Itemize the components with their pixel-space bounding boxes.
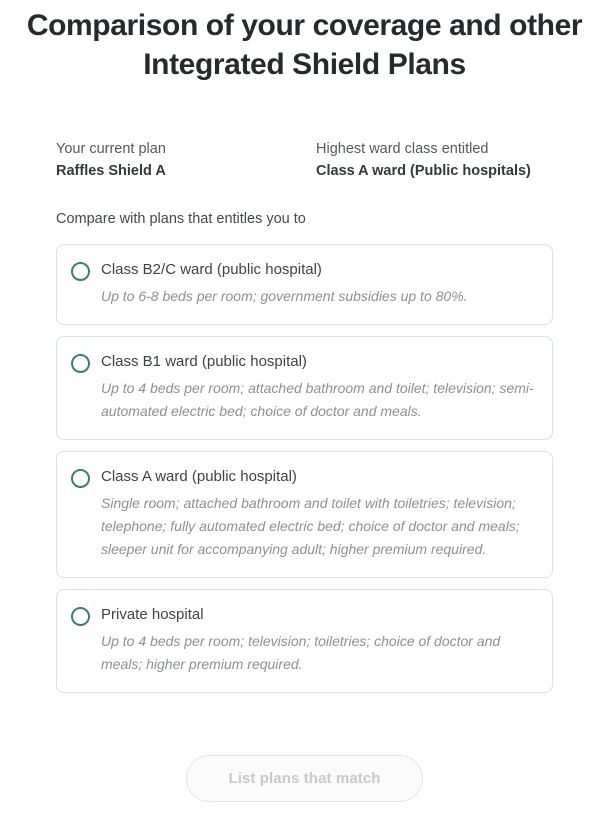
highest-ward-label: Highest ward class entitled xyxy=(316,141,489,157)
compare-caption: Compare with plans that entitles you to xyxy=(56,211,306,227)
page-title: Comparison of your coverage and other Integrated Shield Plans xyxy=(26,9,583,81)
ward-option-title: Class B2/C ward (public hospital) xyxy=(101,261,322,278)
ward-option-card[interactable] xyxy=(56,336,553,440)
ward-option-card[interactable] xyxy=(56,244,553,325)
ward-option-body xyxy=(101,604,534,676)
ward-option-body xyxy=(101,259,534,308)
ward-option-card[interactable] xyxy=(56,589,553,693)
list-plans-that-match-button[interactable]: List plans that match xyxy=(186,755,423,802)
radio-button-icon[interactable] xyxy=(71,607,90,626)
ward-option-description: Up to 6-8 beds per room; government subsidies up to 80%. xyxy=(101,288,468,304)
ward-option-description: Up to 4 beds per room; attached bathroom and toilet; television; semi-automated electric bed; choice of doctor and meals. xyxy=(101,380,534,419)
radio-button-icon[interactable] xyxy=(71,262,90,281)
current-plan-column xyxy=(56,138,316,182)
radio-button-icon[interactable] xyxy=(71,354,90,373)
ward-option-body xyxy=(101,466,534,561)
submit-row xyxy=(0,755,609,802)
current-plan-value: Raffles Shield A xyxy=(56,163,166,179)
ward-option-body xyxy=(101,351,534,423)
highest-ward-column xyxy=(316,138,553,182)
ward-option-card[interactable] xyxy=(56,451,553,578)
highest-ward-value: Class A ward (Public hospitals) xyxy=(316,163,531,179)
ward-option-title: Class A ward (public hospital) xyxy=(101,468,297,485)
ward-option-description: Up to 4 beds per room; television; toiletries; choice of doctor and meals; higher premium required. xyxy=(101,633,501,672)
ward-option-list xyxy=(56,244,553,693)
ward-option-description: Single room; attached bathroom and toilet with toiletries; television; telephone; fully automated electric bed; choice of doctor and meals; sleeper unit for accompanying adult; higher premium required. xyxy=(101,495,520,557)
ward-option-title: Class B1 ward (public hospital) xyxy=(101,353,307,370)
plan-summary xyxy=(56,138,553,182)
radio-button-icon[interactable] xyxy=(71,469,90,488)
current-plan-label: Your current plan xyxy=(56,141,166,157)
ward-option-title: Private hospital xyxy=(101,606,204,623)
